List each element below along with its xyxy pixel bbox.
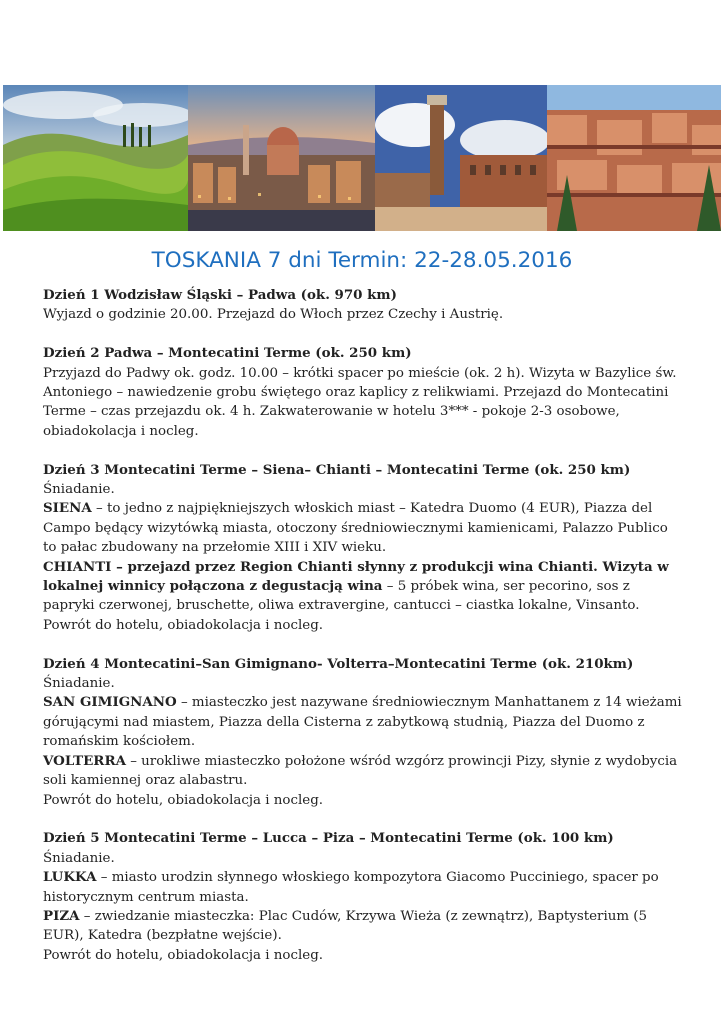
itinerary bbox=[43, 286, 683, 985]
place-text: – to jedno z najpiękniejszych włoskich miast – Katedra Duomo (4 EUR), Piazza del Campo będący wizytówką miasta, otoczony średniowiecznymi kamienicami, Palazzo Publico to pałac zbudowany na przełomie XIII i XIV wieku. bbox=[43, 501, 668, 556]
day-text: Wyjazd o godzinie 20.00. Przejazd do Włoch przez Czechy i Austrię. bbox=[43, 307, 504, 323]
photo-banner bbox=[3, 85, 721, 231]
place-name: SIENA bbox=[43, 500, 92, 517]
day-2 bbox=[43, 344, 683, 441]
tuscany-hills-photo bbox=[3, 85, 188, 231]
day-heading: Dzień 3 Montecatini Terme – Siena– Chianti – Montecatini Terme (ok. 250 km) bbox=[43, 461, 631, 478]
place-text: – miasto urodzin słynnego włoskiego kompozytora Giacomo Pucciniego, spacer po historycznym centrum miasta. bbox=[43, 870, 659, 905]
place-text: – urokliwe miasteczko położone wśród wzgórz prowincji Pizy, słynie z wydobycia soli kamiennej oraz alabastru. bbox=[43, 753, 678, 789]
lukka-paragraph bbox=[43, 868, 683, 907]
day-heading: Dzień 5 Montecatini Terme – Lucca – Piza – Montecatini Terme (ok. 100 km) bbox=[43, 830, 614, 847]
place-text: – 5 próbek wina, ser pecorino, sos z papryki czerwonej, bruschette, oliwa extravergine, cantucci – ciastka lokalne, Vinsanto. bbox=[43, 579, 640, 614]
piza-paragraph bbox=[43, 907, 683, 946]
day-heading: Dzień 4 Montecatini–San Gimignano- Volterra–Montecatini Terme (ok. 210km) bbox=[43, 655, 634, 672]
day-5 bbox=[43, 829, 683, 965]
place-text: – zwiedzanie miasteczka: Plac Cudów, Krzywa Wieża (z zewnątrz), Baptysterium (5 EUR), Katedra (bezpłatne wejście). bbox=[43, 908, 648, 944]
volterra-paragraph bbox=[43, 752, 683, 791]
breakfast-text: Śniadanie. bbox=[43, 482, 115, 498]
chianti-paragraph bbox=[43, 558, 683, 616]
day-heading: Dzień 1 Wodzisław Śląski – Padwa (ok. 970 km) bbox=[43, 287, 397, 303]
place-name: LUKKA bbox=[43, 869, 97, 886]
return-text: Powrót do hotelu, obiadokolacja i nocleg. bbox=[43, 792, 324, 808]
place-name: SAN GIMIGNANO bbox=[43, 694, 177, 711]
florence-skyline-photo bbox=[188, 85, 375, 231]
place-text: – miasteczko jest nazywane średniowiecznym Manhattanem z 14 wieżami górującymi nad miastem, Piazza della Cisterna z zabytkową studnią, Piazza del Duomo z romańskim kościołem. bbox=[43, 695, 682, 750]
siena-piazza-del-campo-photo bbox=[375, 85, 547, 231]
siena-paragraph bbox=[43, 499, 683, 557]
siena-rooftops-photo bbox=[547, 85, 721, 231]
return-text: Powrót do hotelu, obiadokolacja i nocleg. bbox=[43, 617, 324, 633]
san-gimignano-paragraph bbox=[43, 693, 683, 751]
day-3 bbox=[43, 461, 683, 636]
day-4 bbox=[43, 655, 683, 810]
place-name: PIZA bbox=[43, 907, 80, 924]
day-text: Przyjazd do Padwy ok. godz. 10.00 – krótki spacer po mieście (ok. 2 h). Wizyta w Bazylice św. Antoniego – nawiedzenie grobu świętego oraz kaplicy z relikwiami. Przejazd do Montecatini Terme – czas przejazdu ok. 4 h. Zakwaterowanie w hotelu 3*** - pokoje 2-3 osobowe, obiadokolacja i nocleg. bbox=[43, 365, 677, 439]
place-name: CHIANTI – przejazd przez Region Chianti słynny z produkcji wina Chianti. Wizyta w lokalnej winnicy połączona z degustacją wina bbox=[43, 558, 669, 595]
return-text: Powrót do hotelu, obiadokolacja i nocleg. bbox=[43, 947, 324, 963]
day-1 bbox=[43, 286, 683, 325]
page-title: TOSKANIA 7 dni Termin: 22-28.05.2016 bbox=[151, 248, 573, 273]
breakfast-text: Śniadanie. bbox=[43, 850, 115, 866]
day-heading: Dzień 2 Padwa – Montecatini Terme (ok. 250 km) bbox=[43, 345, 412, 362]
place-name: VOLTERRA bbox=[43, 752, 126, 769]
breakfast-text: Śniadanie. bbox=[43, 676, 115, 692]
